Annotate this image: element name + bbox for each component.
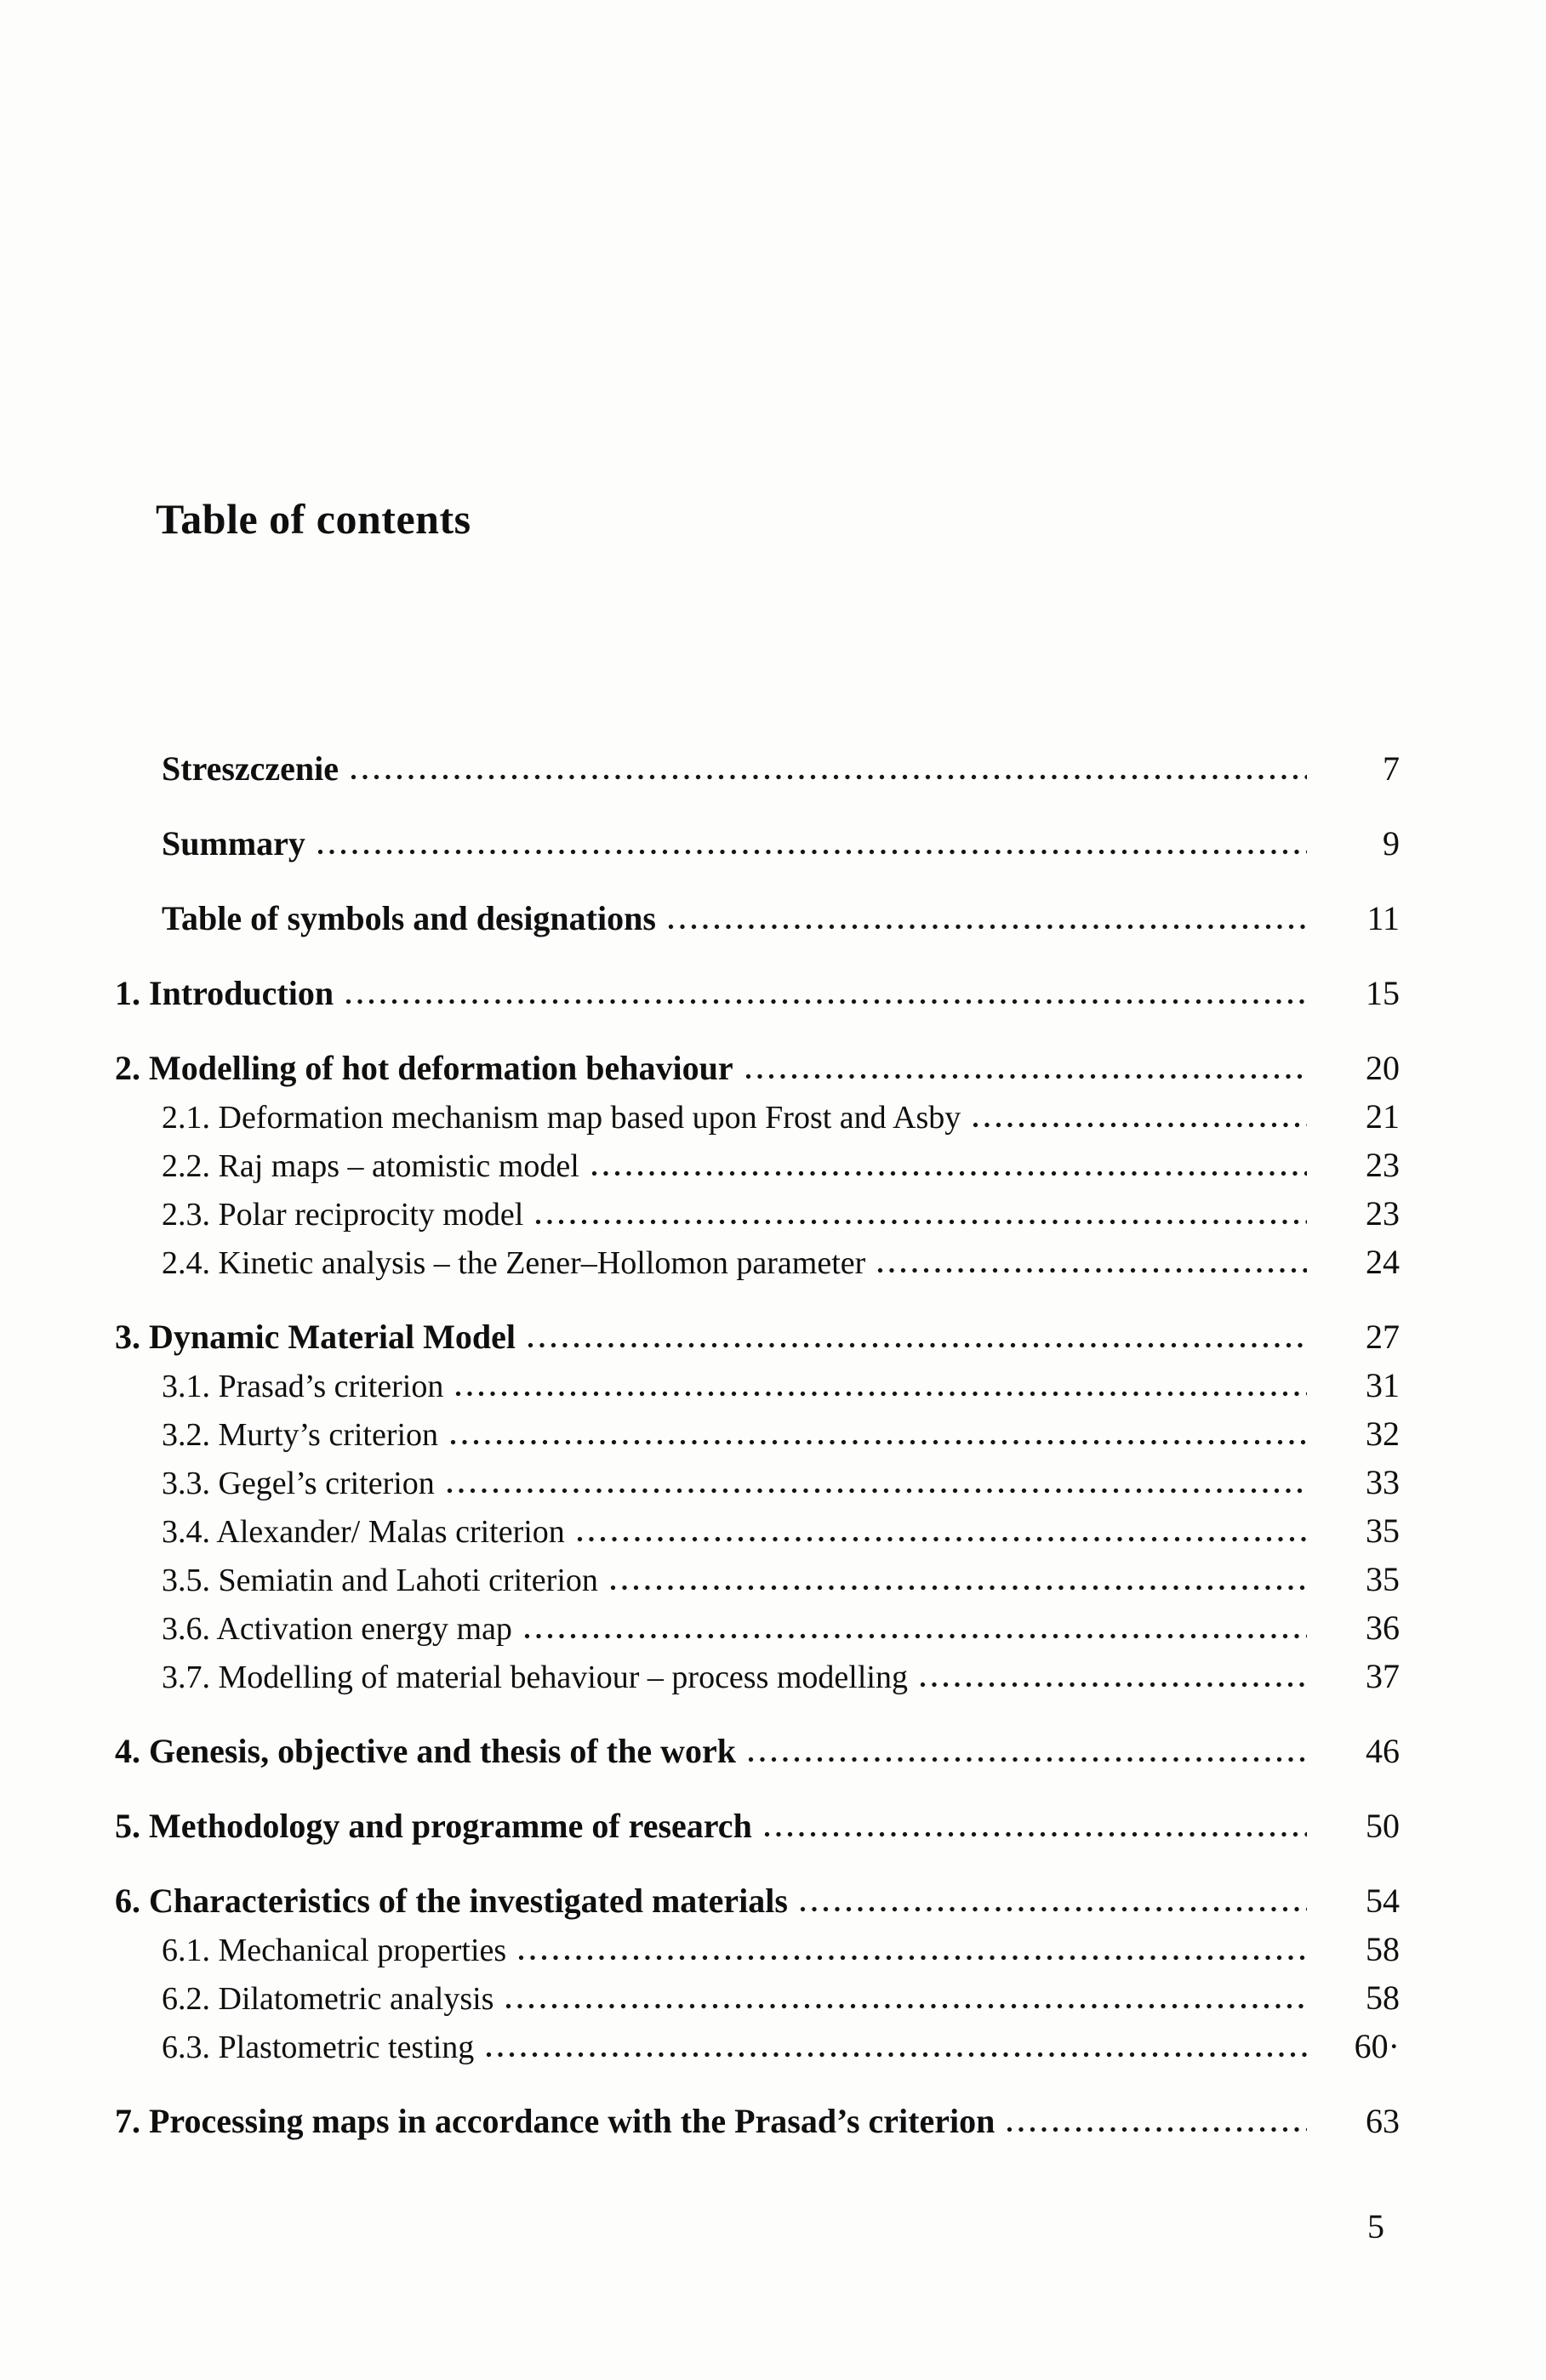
toc-entry-label: 6. Characteristics of the investigated materials (115, 1882, 788, 1920)
toc-entry (115, 2097, 1400, 2145)
toc-entry-page: 9 (1383, 824, 1400, 863)
page-title: Table of contents (156, 495, 471, 543)
dot-leader (610, 1585, 1307, 1591)
toc-entry-page: 60· (1354, 2027, 1400, 2065)
toc-entry (115, 2022, 1400, 2070)
toc-entry (115, 1973, 1400, 2022)
toc-entry-label: 3.2. Murty’s criterion (162, 1417, 439, 1453)
toc-entry-page: 50 (1366, 1807, 1400, 1845)
page-number: 5 (1367, 2207, 1384, 2246)
toc-entry (115, 1092, 1400, 1141)
toc-entry-page: 21 (1366, 1097, 1400, 1136)
toc-entry-label: 6.3. Plastometric testing (162, 2030, 475, 2065)
toc-entry-page: 46 (1366, 1732, 1400, 1770)
toc-entry (115, 1603, 1400, 1652)
toc-entry-label: 3.1. Prasad’s criterion (162, 1369, 444, 1404)
toc-entry-label: 2. Modelling of hot deformation behaviour (115, 1049, 733, 1087)
toc-entry (115, 1312, 1400, 1361)
dot-leader (455, 1391, 1307, 1397)
dot-leader (505, 2003, 1307, 2009)
toc-entry-page: 27 (1366, 1318, 1400, 1356)
toc-entry-label: 3.7. Modelling of material behaviour – process modelling (162, 1660, 908, 1695)
toc-entry (115, 1925, 1400, 1973)
dot-leader (764, 1831, 1307, 1837)
toc-entry (115, 819, 1400, 868)
toc-entry (115, 1361, 1400, 1409)
toc-entry (115, 1802, 1400, 1850)
dot-leader (877, 1267, 1307, 1273)
toc-entry-label: 2.1. Deformation mechanism map based upon Frost and Asby (162, 1100, 961, 1136)
toc-entry-page: 35 (1366, 1512, 1400, 1550)
toc-entry-page: 24 (1366, 1243, 1400, 1281)
toc-entry-label: 1. Introduction (115, 974, 334, 1012)
toc-entry-label: 7. Processing maps in accordance with the Prasad’s criterion (115, 2102, 995, 2140)
dot-leader (745, 1073, 1307, 1079)
toc-entry (115, 969, 1400, 1017)
toc-entry-page: 23 (1366, 1194, 1400, 1233)
dot-leader (486, 2052, 1307, 2058)
toc-entry-page: 20 (1366, 1049, 1400, 1087)
toc-entry-page: 33 (1366, 1463, 1400, 1501)
toc-entry (115, 744, 1400, 793)
dot-leader (345, 999, 1307, 1005)
toc-entry-page: 63 (1366, 2102, 1400, 2140)
dot-leader (577, 1536, 1307, 1542)
toc-entry-label: 4. Genesis, objective and thesis of the work (115, 1732, 736, 1770)
toc-entry-page: 32 (1366, 1415, 1400, 1453)
dot-leader (748, 1757, 1307, 1762)
dot-leader (800, 1906, 1307, 1912)
dot-leader (668, 924, 1307, 930)
toc-entry-label: Streszczenie (162, 749, 339, 788)
dot-leader (535, 1219, 1307, 1225)
toc-entry-page: 36 (1366, 1608, 1400, 1647)
toc-entry (115, 1876, 1400, 1925)
toc-entry-page: 35 (1366, 1560, 1400, 1598)
toc-entry-page: 7 (1383, 749, 1400, 788)
dot-leader (524, 1633, 1307, 1639)
dot-leader (1007, 2127, 1307, 2132)
toc-entry-label: Table of symbols and designations (162, 899, 656, 937)
toc-list (0, 744, 1546, 2145)
toc-entry-label: 3.5. Semiatin and Lahoti criterion (162, 1563, 598, 1598)
toc-entry (115, 1506, 1400, 1555)
toc-entry-label: 6.1. Mechanical properties (162, 1933, 507, 1968)
toc-entry-page: 31 (1366, 1366, 1400, 1404)
dot-leader (351, 774, 1307, 780)
toc-entry-label: 3.3. Gegel’s criterion (162, 1466, 435, 1501)
toc-entry-label: Summary (162, 824, 305, 863)
toc-entry (115, 1555, 1400, 1603)
dot-leader (591, 1170, 1307, 1176)
dot-leader (450, 1439, 1307, 1445)
toc-entry (115, 1141, 1400, 1189)
toc-entry-page: 11 (1366, 899, 1400, 937)
toc-entry-page: 54 (1366, 1882, 1400, 1920)
toc-entry (115, 894, 1400, 942)
toc-entry-page: 15 (1366, 974, 1400, 1012)
toc-entry-page: 23 (1366, 1146, 1400, 1184)
toc-entry-page: 58 (1366, 1979, 1400, 2017)
dot-leader (317, 849, 1307, 855)
dot-leader (518, 1955, 1307, 1961)
toc-entry (115, 1727, 1400, 1775)
toc-entry-label: 2.3. Polar reciprocity model (162, 1197, 524, 1233)
dot-leader (920, 1682, 1307, 1688)
toc-entry-label: 3.6. Activation energy map (162, 1611, 512, 1647)
toc-entry-label: 3.4. Alexander/ Malas criterion (162, 1514, 565, 1550)
toc-entry (115, 1238, 1400, 1286)
toc-entry-page: 37 (1366, 1657, 1400, 1695)
toc-entry-label: 3. Dynamic Material Model (115, 1318, 516, 1356)
toc-entry-label: 6.2. Dilatometric analysis (162, 1981, 494, 2017)
toc-entry (115, 1409, 1400, 1458)
toc-entry (115, 1458, 1400, 1506)
toc-entry-label: 2.4. Kinetic analysis – the Zener–Hollomon parameter (162, 1245, 866, 1281)
toc-entry-page: 58 (1366, 1930, 1400, 1968)
dot-leader (973, 1122, 1307, 1128)
toc-entry (115, 1044, 1400, 1092)
toc-entry-label: 5. Methodology and programme of research (115, 1807, 752, 1845)
toc-entry (115, 1189, 1400, 1238)
dot-leader (447, 1488, 1307, 1494)
dot-leader (528, 1342, 1307, 1348)
toc-entry-label: 2.2. Raj maps – atomistic model (162, 1148, 579, 1184)
toc-entry (115, 1652, 1400, 1700)
